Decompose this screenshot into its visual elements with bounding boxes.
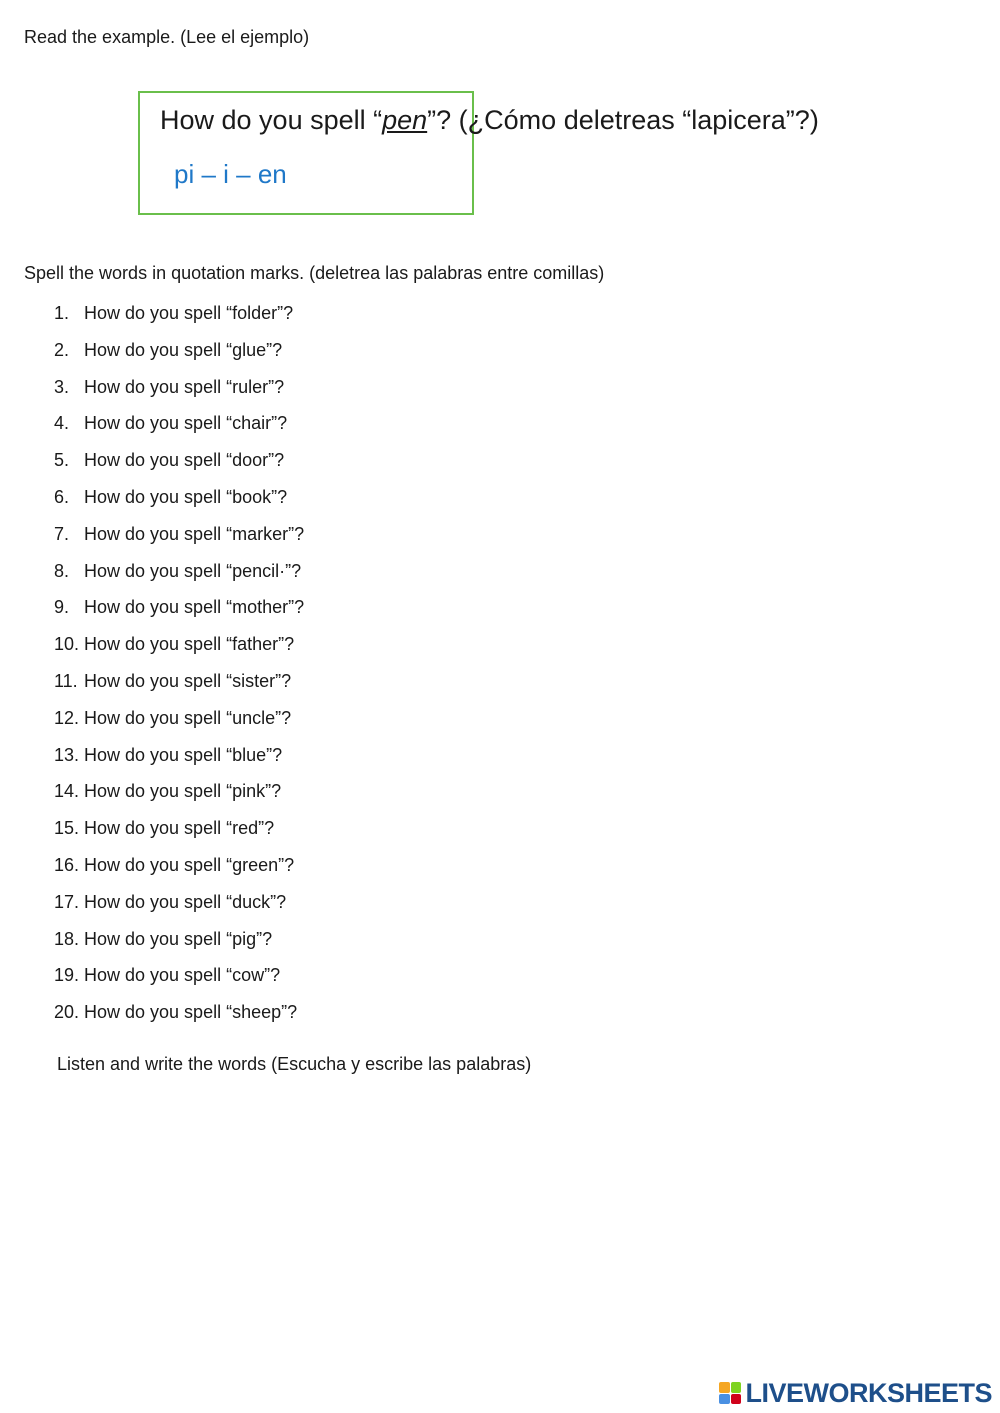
question-number: 5. (54, 450, 70, 471)
question-text: How do you spell “door”? (84, 450, 285, 471)
logo-mark-icon (719, 1382, 741, 1404)
logo-square (719, 1394, 730, 1405)
question-item (54, 633, 304, 670)
logo-text: LIVEWORKSHEETS (745, 1377, 992, 1408)
question-number: 14. (54, 781, 80, 802)
question-text: How do you spell “blue”? (84, 744, 283, 765)
question-text: How do you spell “book”? (84, 486, 288, 507)
question-item (54, 817, 304, 854)
example-question-prefix: How do you spell “ (160, 105, 383, 135)
question-number: 19. (54, 965, 80, 986)
question-number: 3. (54, 376, 70, 397)
question-text: How do you spell “sister”? (84, 670, 292, 691)
question-item (54, 302, 304, 339)
logo-square (731, 1382, 742, 1393)
question-text: How do you spell “pink”? (84, 781, 282, 802)
instruction-read-example: Read the example. (Lee el ejemplo) (24, 27, 310, 47)
question-number: 6. (54, 486, 70, 507)
question-number: 20. (54, 1002, 80, 1023)
question-item (54, 928, 304, 965)
question-text: How do you spell “chair”? (84, 413, 288, 434)
example-answer: pi – i – en (174, 159, 287, 189)
example-question (160, 103, 819, 137)
question-text: How do you spell “red”? (84, 818, 275, 839)
example-question-suffix: ”? (¿Cómo deletreas “lapicera”?) (427, 105, 819, 135)
question-item (54, 449, 304, 486)
question-item (54, 523, 304, 560)
question-text: How do you spell “ruler”? (84, 376, 285, 397)
instruction-listen-write: Listen and write the words (Escucha y escribe las palabras) (57, 1054, 532, 1074)
question-text: How do you spell “pencil·”? (84, 560, 302, 581)
question-item (54, 744, 304, 781)
question-text: How do you spell “uncle”? (84, 707, 292, 728)
question-text: How do you spell “sheep”? (84, 1002, 298, 1023)
question-text: How do you spell “cow”? (84, 965, 281, 986)
question-text: How do you spell “mother”? (84, 597, 305, 618)
question-number: 7. (54, 523, 70, 544)
logo-square (731, 1394, 742, 1405)
question-text: How do you spell “green”? (84, 854, 295, 875)
question-number: 2. (54, 339, 70, 360)
question-item (54, 670, 304, 707)
question-text: How do you spell “marker”? (84, 523, 305, 544)
question-item (54, 854, 304, 891)
question-number: 1. (54, 303, 70, 323)
question-number: 9. (54, 597, 70, 618)
question-text: How do you spell “glue”? (84, 339, 283, 360)
question-number: 16. (54, 854, 80, 875)
question-number: 10. (54, 634, 80, 655)
example-word: pen (382, 105, 428, 135)
instruction-spell-words: Spell the words in quotation marks. (deletrea las palabras entre comillas) (24, 263, 605, 283)
question-list (54, 302, 304, 1038)
question-item (54, 339, 304, 376)
question-text: How do you spell “pig”? (84, 928, 273, 949)
question-text: How do you spell “father”? (84, 634, 295, 655)
question-item (54, 596, 304, 633)
question-text: How do you spell “duck”? (84, 891, 287, 912)
question-item (54, 376, 304, 413)
question-number: 18. (54, 928, 80, 949)
liveworksheets-logo (719, 1379, 992, 1407)
question-number: 8. (54, 560, 70, 581)
question-item (54, 964, 304, 1001)
question-number: 12. (54, 707, 80, 728)
question-number: 4. (54, 413, 70, 434)
question-item (54, 486, 304, 523)
question-item (54, 1001, 304, 1038)
question-item (54, 412, 304, 449)
logo-square (719, 1382, 730, 1393)
question-item (54, 780, 304, 817)
question-item (54, 891, 304, 928)
question-number: 11. (54, 670, 78, 691)
question-item (54, 560, 304, 597)
question-item (54, 707, 304, 744)
question-text: How do you spell “folder”? (84, 303, 294, 323)
question-number: 17. (54, 891, 80, 912)
question-number: 15. (54, 818, 80, 839)
question-number: 13. (54, 744, 80, 765)
